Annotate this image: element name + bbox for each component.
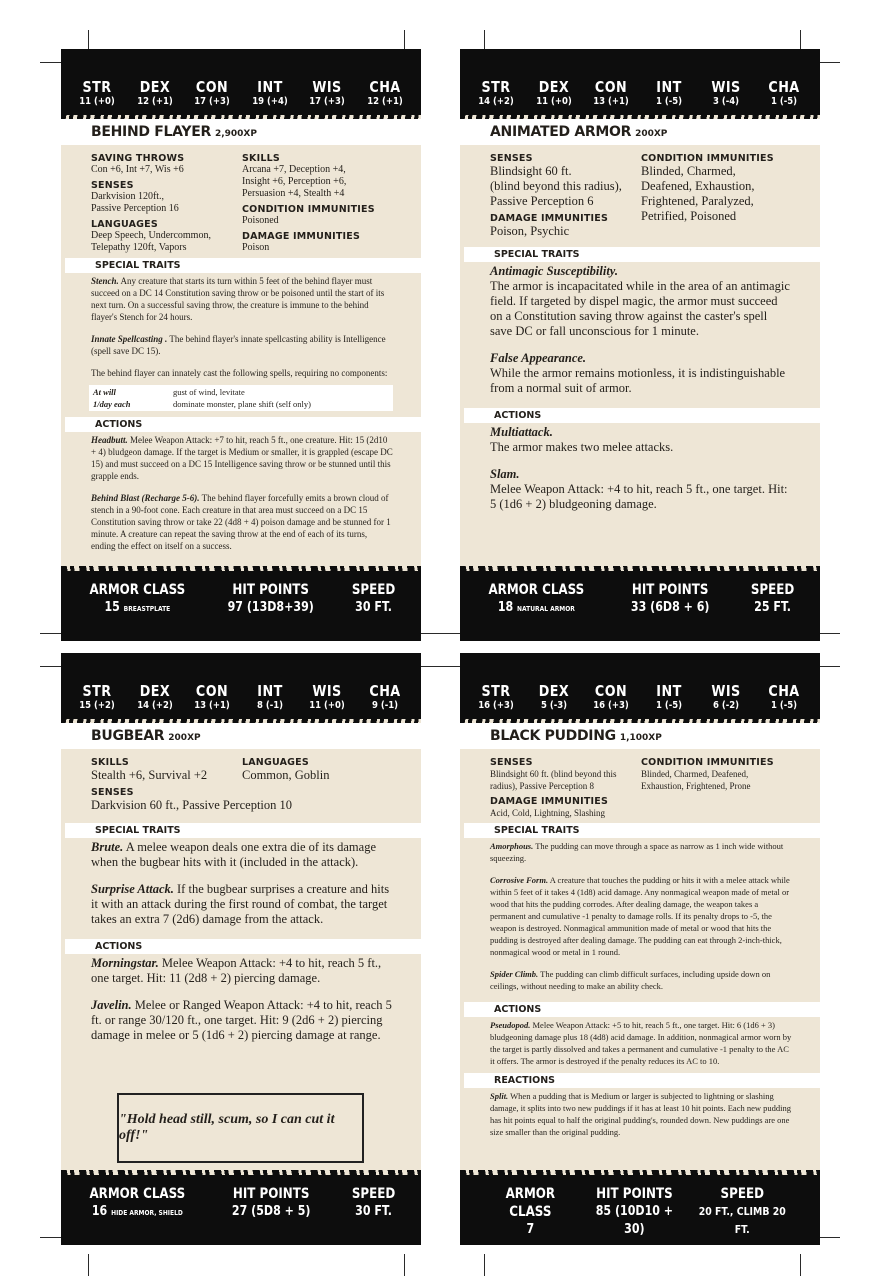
armor-class: ARMOR CLASS 15 BREASTPLATE <box>89 582 186 615</box>
ability-dex: DEX 12 (+1) <box>136 78 173 107</box>
hit-points: HIT POINTS 33 (6D8 + 6) <box>630 582 710 615</box>
condition-immunities-value: Petrified, Poisoned <box>641 209 737 223</box>
special-traits-header: SPECIAL TRAITS <box>65 258 421 273</box>
action-morningstar: Morningstar. Melee Weapon Attack: +4 to hit, reach 5 ft., one target. Hit: 11 (2d8 + 2) piercing damage. <box>91 956 382 985</box>
ability-str: STR 15 (+2) <box>79 682 115 711</box>
skills-value: Arcana +7, Deception +4, <box>242 164 346 175</box>
special-traits-header: SPECIAL TRAITS <box>65 823 421 838</box>
ability-str: STR 14 (+2) <box>478 78 514 107</box>
condition-immunities-value: Exhaustion, Frightened, Prone <box>641 781 751 791</box>
ability-int: INT 8 (-1) <box>256 682 283 711</box>
crop-mark <box>404 1254 405 1276</box>
combat-stats-bar <box>460 1175 820 1245</box>
ability-cha: CHA 12 (+1) <box>367 78 403 107</box>
combat-stats-bar <box>61 571 421 641</box>
damage-immunities-label: DAMAGE IMMUNITIES <box>490 796 609 807</box>
card-bugbear <box>61 653 421 1245</box>
monster-name: ANIMATED ARMOR 200XP <box>460 119 820 145</box>
ability-cha: CHA 9 (-1) <box>369 682 401 711</box>
damage-immunities-value: Poison, Psychic <box>490 224 570 238</box>
condition-immunities-value: Poisoned <box>242 215 279 226</box>
condition-immunities-label: CONDITION IMMUNITIES <box>641 153 774 164</box>
languages-label: LANGUAGES <box>91 219 158 230</box>
action-multiattack: Multiattack. The armor makes two melee attacks. <box>490 425 674 454</box>
saving-throws-label: SAVING THROWS <box>91 153 185 164</box>
crop-mark <box>418 666 462 667</box>
armor-class: ARMOR CLASS 16 HIDE ARMOR, SHIELD <box>89 1186 186 1219</box>
monster-name: BEHIND FLAYER 2,900XP <box>61 119 421 145</box>
languages-value: Telepathy 120ft, Vapors <box>91 242 187 253</box>
hit-points: HIT POINTS 85 (10D10 + 30) <box>595 1186 673 1237</box>
ability-wis: WIS 11 (+0) <box>309 682 346 711</box>
card-black-pudding <box>460 653 820 1245</box>
action-slam: Slam. Melee Weapon Attack: +4 to hit, reach 5 ft., one target. Hit: 5 (1d6 + 2) bludgeoning damage. <box>490 467 788 511</box>
ability-dex: DEX 14 (+2) <box>136 682 173 711</box>
senses-label: SENSES <box>91 787 134 798</box>
senses-value: Blindsight 60 ft. <box>490 164 572 178</box>
ability-int: INT 1 (-5) <box>655 682 682 711</box>
special-traits-header: SPECIAL TRAITS <box>464 247 820 262</box>
senses-value: Passive Perception 16 <box>91 203 179 214</box>
ability-cha: CHA 1 (-5) <box>768 682 800 711</box>
senses-value: Darkvision 60 ft., Passive Perception 10 <box>91 798 293 812</box>
crop-mark <box>418 633 462 634</box>
combat-stats-bar <box>61 1175 421 1245</box>
trait-spider-climb: Spider Climb. The pudding can climb difficult surfaces, including upside down on ceilings, without needing to make an ability check. <box>490 969 771 991</box>
condition-immunities-value: Deafened, Exhaustion, <box>641 179 755 193</box>
crop-mark <box>484 1254 485 1276</box>
ability-str: STR 11 (+0) <box>79 78 115 107</box>
actions-header: ACTIONS <box>65 417 421 432</box>
armor-class: ARMOR CLASS 7 <box>505 1186 556 1237</box>
action-headbutt: Headbutt. Melee Weapon Attack: +7 to hit, reach 5 ft., one creature. Hit: 15 (2d10 + 4) bludgeon damage. If the target is Medium or smaller, it is grappled (escape DC 15) and must succeed on a DC 15 Intelligence saving throw or be stunned until this grapple ends. <box>91 435 393 481</box>
skills-value: Stealth +6, Survival +2 <box>91 768 208 782</box>
ability-score-bar <box>61 653 421 719</box>
reaction-split: Split. When a pudding that is Medium or larger is subjected to lightning or slashing damage, it splits into two new puddings if it has at least 10 hit points. Each new pudding has hit points equal to half the original pudding's, rounded down. New puddings are one size smaller than the original pudding. <box>490 1091 792 1137</box>
languages-value: Deep Speech, Undercommon, <box>91 230 211 241</box>
trait-stench: Stench. Any creature that starts its turn within 5 feet of the behind flayer must succeed on a DC 14 Constitution saving throw or be poisoned until the start of its next turn. On a successful saving throw, the creature is immune to the behind flayer's Stench for 24 hours. <box>91 276 385 322</box>
senses-label: SENSES <box>91 180 134 191</box>
condition-immunities-label: CONDITION IMMUNITIES <box>641 757 774 768</box>
trait-brute: Brute. A melee weapon deals one extra die of its damage when the bugbear hits with it (included in the attack). <box>91 840 376 869</box>
condition-immunities-value: Frightened, Paralyzed, <box>641 194 754 208</box>
ability-cha: CHA 1 (-5) <box>768 78 800 107</box>
reactions-header: REACTIONS <box>464 1073 820 1088</box>
condition-immunities-label: CONDITION IMMUNITIES <box>242 204 375 215</box>
ability-dex: DEX 11 (+0) <box>535 78 572 107</box>
saving-throws-value: Con +6, Int +7, Wis +6 <box>91 164 184 175</box>
actions-header: ACTIONS <box>65 939 421 954</box>
ability-wis: WIS 3 (-4) <box>711 78 742 107</box>
trait-false-appearance: False Appearance. While the armor remains motionless, it is indistinguishable from a normal suit of armor. <box>490 351 786 395</box>
card-animated-armor <box>460 49 820 641</box>
speed: SPEED 20 FT., CLIMB 20 FT. <box>699 1186 787 1236</box>
actions-header: ACTIONS <box>464 408 820 423</box>
senses-value: Blindsight 60 ft. (blind beyond this <box>490 769 617 779</box>
spell-list: At will gust of wind, levitate 1/day each dominate monster, plane shift (self only) <box>89 385 393 411</box>
trait-antimagic: Antimagic Susceptibility. The armor is incapacitated while in the area of an antimagic field. If targeted by dispel magic, the armor must succeed on a Constitution saving throw against the caster's spell save DC or fall unconscious for 1 minute. <box>490 264 790 338</box>
ability-con: CON 16 (+3) <box>593 682 629 711</box>
skills-label: SKILLS <box>242 153 280 164</box>
condition-immunities-value: Blinded, Charmed, <box>641 164 736 178</box>
combat-stats-bar <box>460 571 820 641</box>
actions-header: ACTIONS <box>464 1002 820 1017</box>
speed: SPEED 30 FT. <box>351 582 396 615</box>
senses-value: (blind beyond this radius), <box>490 179 622 193</box>
languages-label: LANGUAGES <box>242 757 309 768</box>
trait-corrosive-form: Corrosive Form. A creature that touches the pudding or hits it with a melee attack while within 5 feet of it takes 4 (1d8) acid damage. Any nonmagical weapon made of metal or wood that hits the pudding corrodes. After dealing damage, the weapon takes a permanent and cumulative -1 penalty to damage rolls. If its penalty drops to -5, the weapon is destroyed. Nonmagical ammunition made of metal or wood that hits the pudding is destroyed after dealing damage. The pudding can eat through 2-inch-thick, nonmagical wood or metal in 1 round. <box>490 875 790 957</box>
monster-name: BUGBEAR 200XP <box>61 723 421 749</box>
trait-surprise-attack: Surprise Attack. If the bugbear surprises a creature and hits it with an attack during the first round of combat, the target takes an extra 7 (2d6) damage from the attack. <box>91 882 390 926</box>
ability-int: INT 1 (-5) <box>655 78 682 107</box>
special-traits-header: SPECIAL TRAITS <box>464 823 820 838</box>
action-pseudopod: Pseudopod. Melee Weapon Attack: +5 to hit, reach 5 ft., one target. Hit: 6 (1d6 + 3) bludgeoning damage plus 18 (4d8) acid damage. In addition, nonmagical armor worn by the target is partly dissolved and takes a permanent and cumulative -1 penalty to the AC it offers. The armor is destroyed if the penalty reduces its AC to 10. <box>490 1020 792 1066</box>
ability-con: CON 13 (+1) <box>194 682 230 711</box>
ability-con: CON 17 (+3) <box>194 78 230 107</box>
crop-mark <box>88 1254 89 1276</box>
senses-label: SENSES <box>490 153 533 164</box>
action-javelin: Javelin. Melee or Ranged Weapon Attack: +4 to hit, reach 5 ft. or range 30/120 ft., one target. Hit: 9 (2d6 + 2) piercing damage in melee or 5 (1d6 + 2) piercing damage at range. <box>91 998 392 1042</box>
speed: SPEED 30 FT. <box>351 1186 396 1219</box>
ability-con: CON 13 (+1) <box>593 78 629 107</box>
armor-class: ARMOR CLASS 18 NATURAL ARMOR <box>488 582 585 615</box>
senses-value: radius), Passive Perception 8 <box>490 781 594 791</box>
skills-value: Insight +6, Perception +6, <box>242 176 347 187</box>
action-behind-blast: Behind Blast (Recharge 5-6). The behind flayer forcefully emits a brown cloud of stench in a 90-foot cone. Each creature in that area must succeed on a DC 15 Constitution saving throw or take 22 (4d8 + 4) poison damage and be stunned for 1 minute. A creature can repeat the saving throw at the end of each of its turns, ending the effect on itself on a success. <box>91 493 391 551</box>
trait-innate-spellcasting-note: The behind flayer can innately cast the following spells, requiring no components: <box>91 368 388 378</box>
ability-dex: DEX 5 (-3) <box>538 682 569 711</box>
trait-amorphous: Amorphous. The pudding can move through a space as narrow as 1 inch wide without squeezing. <box>490 841 784 863</box>
ability-wis: WIS 6 (-2) <box>711 682 742 711</box>
languages-value: Common, Goblin <box>242 768 330 782</box>
damage-immunities-label: DAMAGE IMMUNITIES <box>242 231 361 242</box>
crop-mark <box>800 1254 801 1276</box>
damage-immunities-value: Acid, Cold, Lightning, Slashing <box>490 808 606 818</box>
speed: SPEED 25 FT. <box>750 582 795 615</box>
flavor-quote: "Hold head still, scum, so I can cut it off!" <box>117 1093 364 1163</box>
trait-innate-spellcasting: Innate Spellcasting . The behind flayer's innate spellcasting ability is Intelligence (spell save DC 15). <box>91 334 386 356</box>
monster-name: BLACK PUDDING 1,100XP <box>460 723 820 749</box>
condition-immunities-value: Blinded, Charmed, Deafened, <box>641 769 749 779</box>
ability-score-bar <box>460 653 820 719</box>
ability-wis: WIS 17 (+3) <box>309 78 346 107</box>
hit-points: HIT POINTS 97 (13D8+39) <box>227 582 314 615</box>
skills-label: SKILLS <box>91 757 129 768</box>
skills-value: Persuasion +4, Stealth +4 <box>242 188 345 199</box>
ability-str: STR 16 (+3) <box>478 682 514 711</box>
ability-int: INT 19 (+4) <box>251 78 288 107</box>
hit-points: HIT POINTS 27 (5D8 + 5) <box>231 1186 311 1219</box>
ability-score-bar <box>61 49 421 115</box>
damage-immunities-value: Poison <box>242 242 270 253</box>
senses-value: Darkvision 120ft., <box>91 191 165 202</box>
damage-immunities-label: DAMAGE IMMUNITIES <box>490 213 609 224</box>
card-behind-flayer <box>61 49 421 641</box>
ability-score-bar <box>460 49 820 115</box>
senses-value: Passive Perception 6 <box>490 194 594 208</box>
senses-label: SENSES <box>490 757 533 768</box>
